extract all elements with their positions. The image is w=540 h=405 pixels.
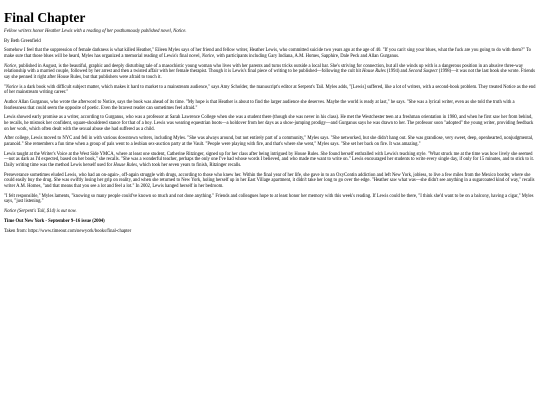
- paragraph-text: , with participants including Gary Indiana, A.M. Homes, Sapphire, Dale Peck and Allan Gurganus.: [214, 53, 400, 59]
- source-line: Time Out New York - September 9–16 issue (2004): [4, 218, 105, 224]
- italic-title-text: Notice: [4, 63, 17, 69]
- paragraph-text: (1998)—it was not the last book she wrote. Friends say she penned it right after House Rules, but that publishers were afraid to touch it.: [4, 69, 535, 80]
- paragraph: [4, 48, 536, 59]
- italic-title-text: Notice: [5, 84, 19, 90]
- paragraph-text: Somehow I feel that the suppression of female darkness is what killed Heather," Eileen Myles says of her friend and fellow writer, Heather Lewis, who committed suicide two years ago at the age of 40. "If you can't sing your blues, what the fuck are you going to do with them?" To make sure that those blues will be heard, Myles has organized a memorial reading of Lewis's final novel,: [4, 48, 532, 59]
- paragraph-text: Lewis taught at the Writer's Voice at the West Side YMCA, where at least one student, Catherine Ritzinger, signed up for her class after being intrigued by House Rules. She found herself enthralled with Lewis's teaching style. "What struck me at the time was how lively she seemed—not as dark as I'd expected, based on her book," she recalls. "She was a wonderful teacher, perhaps the only one I've had whose words I believed, and who made me want to write on." Lewis encouraged her students to write every single day, if only for 15 minutes, and to stick to it. Daily writing time was the method Lewis herself used for: [4, 151, 534, 168]
- paragraph-text: "I felt responsible," Myles laments, "knowing so many people could've known so much and not done anything." Friends and colleagues hope to at least honor her memory with this week's reading. If Lewis could be there, "I think she'd want to be on a balcony, having a cigar," Myles says, "just listening.": [4, 193, 534, 205]
- book-note: [4, 209, 536, 215]
- italic-title-text: Second Suspect: [408, 69, 438, 75]
- paragraph-text: (1994) and: [385, 69, 409, 75]
- italic-title-text: Notice: [4, 209, 17, 215]
- italic-title-text: Notice: [201, 53, 215, 59]
- paragraph-text: , which took her seven years to finish, Ritzinger recalls.: [136, 163, 242, 168]
- paragraph-text: Author Allan Gurganus, who wrote the afterword to Notice, says the book was ahead of its time. "My hope is that Heather is about to find the larger audience she deserves. Maybe the world is ready at last," he says. "She was a lyrical writer, even as she told the truth with a fearlessness that could seem the opposite of poetic. Even the bravest reader can sometimes feel afraid.": [4, 100, 515, 111]
- article-body: [4, 48, 536, 205]
- paragraph-text: Lewis showed early promise as a writer, according to Gurganus, who was a professor at Sarah Lawrence College when she was a student there (though she was never in his class). He met the Westchester teen at a freshman orientation in 1980, and when he first saw her from behind, he recalls, he mistook her confident, square-shouldered stance for that of a boy. Lewis was wearing equestrian boots—a holdover from her days as a show-jumping prodigy—and Gurganus says he was drawn to her. The professor soon "adopted" the young writer, providing feedback on her work, which often dealt with the sexual abuse she had suffered as a child.: [4, 115, 534, 132]
- paragraph: [4, 100, 536, 111]
- paragraph-text: Perseverance sometimes eluded Lewis, who had an on-again-, off-again struggle with drugs, according to those who knew her. Within the final year of her life, she gave in to an OxyContin addiction and left New York, jobless, to live a few miles from the Mexico border, where she could easily buy the drug. She was swiftly losing her grip on reality, and when she returned to New York, holing herself up in her East Village apartment, it didn't take her long to go over the edge. "Heather saw what was—she didn't see anything in a sugarcoated kind of way," recalls writer A.M. Homes, "and that means that you see a lot and feel a lot." In 2002, Lewis hanged herself in her bedroom.: [4, 172, 535, 189]
- paragraph: [4, 173, 536, 190]
- byline: By Beth Greenfield: [4, 38, 41, 44]
- italic-title-text: House Rules: [113, 163, 137, 168]
- paragraph-text: ": [4, 84, 6, 90]
- paragraph: [4, 136, 536, 147]
- paragraph: [4, 152, 536, 169]
- paragraph: [4, 194, 536, 205]
- page-title: Final Chapter: [4, 10, 86, 25]
- paragraph: [4, 115, 536, 132]
- paragraph: [4, 85, 536, 96]
- subtitle: Fellow writers honor Heather Lewis with a reading of her posthumously published novel, Notice.: [4, 29, 187, 34]
- italic-title-text: House Rules: [362, 69, 386, 75]
- paragraph-text: , published in August, is the beautiful, graphic and deeply disturbing tale of a masochistic young woman who lives with her parents and turns tricks outside a local bar. She's striving for connection, but all she winds up with is a dangerous position in an abusive three-way relationship with a married couple, followed by her arrest and then a twisted affair with her female therapist. Though it is Lewis's final piece of writing to be published—following the cult hit: [4, 63, 524, 75]
- paragraph-text: After college, Lewis moved to NYC and fell in with various downtown writers, including Myles. "She was always around, but not entirely part of a community," Myles says. "She networked, but she didn't hang out. She was grandiose, very sweet, deep, openhearted, nonjudgmental, paranoid." She remembers a fun time when a group of pals went to a lesbian sex-auction party at the Vault. "People were playing with fire, and that's where she went," Myles says. "She set her back on fire. It was amazing.": [4, 136, 534, 148]
- paragraph-text: is a dark book with difficult subject matter, which makes it hard to market to a mainstream audience," says Amy Scholder, the manuscript's editor at Serpent's Tail. Myles adds, "[Lewis] suffered, like a lot of writers, with a second-book problem. They treated Notice as the end of her mainstream writing career.": [4, 84, 536, 96]
- paragraph: [4, 64, 536, 81]
- taken-from-line: Taken from: https://www.timeout.com/newyork/books/final-chapter: [4, 228, 132, 234]
- paragraph-text: (Serpent's Tail, $14) is out now.: [16, 209, 77, 215]
